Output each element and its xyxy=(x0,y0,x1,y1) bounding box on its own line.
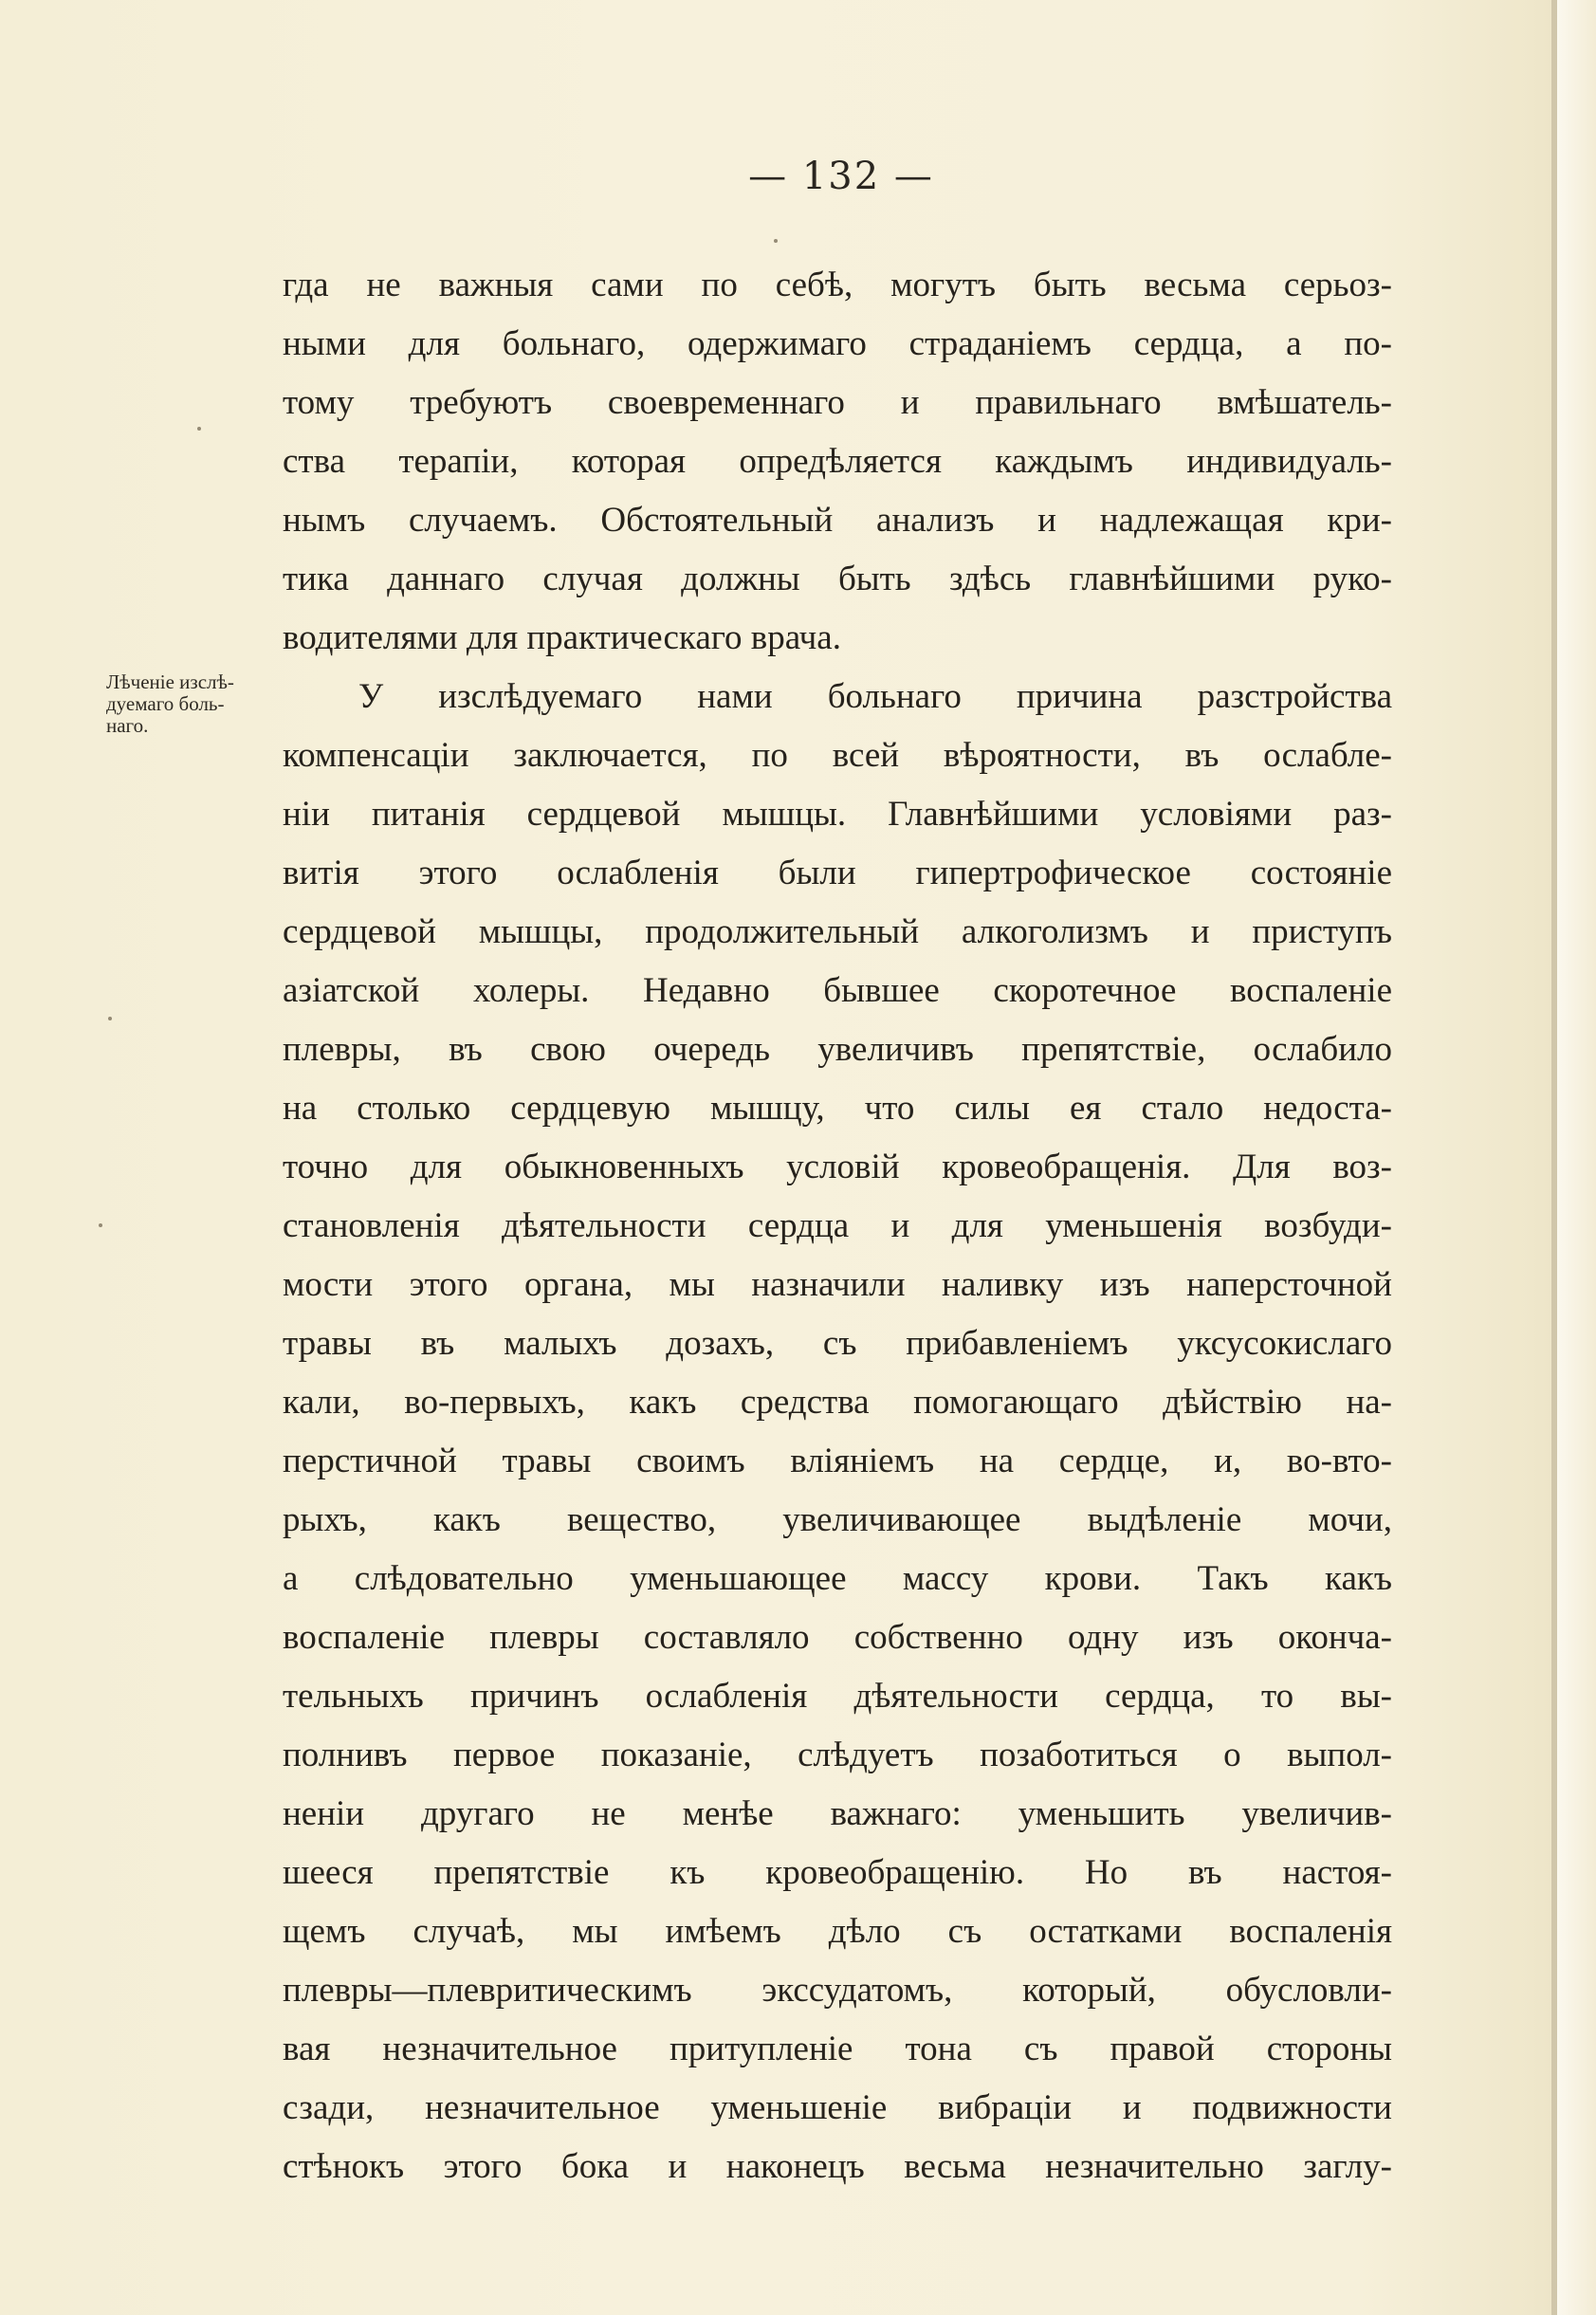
text-line: кали, во-первыхъ, какъ средства помогающаго дѣйствію на- xyxy=(283,1383,1392,1422)
paragraph xyxy=(283,256,1392,668)
text-line: компенсаціи заключается, по всей вѣроятности, въ ослабле- xyxy=(283,736,1392,775)
paragraph xyxy=(283,668,1392,2196)
ink-speck xyxy=(197,427,201,431)
text-line: водителями для практическаго врача. xyxy=(283,618,841,657)
text-line: У изслѣдуемаго нами больнаго причина разстройства xyxy=(358,677,1392,716)
text-line: вая незначительное притупленіе тона съ правой стороны xyxy=(283,2030,1392,2068)
text-line: мости этого органа, мы назначили наливку изъ наперсточной xyxy=(283,1265,1392,1304)
body-text xyxy=(283,256,1392,2196)
text-line: тельныхъ причинъ ослабленія дѣятельности сердца, то вы- xyxy=(283,1677,1392,1716)
text-line: становленія дѣятельности сердца и для уменьшенія возбуди- xyxy=(283,1206,1392,1245)
text-line: щемъ случаѣ, мы имѣемъ дѣло съ остатками воспаленія xyxy=(283,1912,1392,1951)
ink-speck xyxy=(99,1223,102,1227)
text-line: сзади, незначительное уменьшеніе вибраціи и подвижности xyxy=(283,2088,1392,2127)
ink-speck xyxy=(774,239,778,243)
text-line: точно для обыкновенныхъ условій кровеобращенія. Для воз- xyxy=(283,1148,1392,1186)
text-line: стѣнокъ этого бока и наконецъ весьма незначительно заглу- xyxy=(283,2147,1392,2186)
text-line: ства терапіи, которая опредѣляется каждымъ индивидуаль- xyxy=(283,442,1392,481)
text-line: плевры—плевритическимъ экссудатомъ, который, обусловли- xyxy=(283,1971,1392,2010)
text-line: азіатской холеры. Недавно бывшее скоротечное воспаленіе xyxy=(283,971,1392,1010)
text-line: воспаленіе плевры составляло собственно одну изъ оконча- xyxy=(283,1618,1392,1657)
text-line: плевры, въ свою очередь увеличивъ препятствіе, ослабило xyxy=(283,1030,1392,1069)
text-line: гда не важныя сами по себѣ, могутъ быть весьма серьоз- xyxy=(283,266,1392,304)
text-line: неніи другаго не менѣе важнаго: уменьшить увеличив- xyxy=(283,1794,1392,1833)
text-line: на столько сердцевую мышцу, что силы ея стало недоста- xyxy=(283,1089,1392,1128)
text-line: ными для больнаго, одержимаго страданіемъ сердца, а по- xyxy=(283,324,1392,363)
text-line: ніи питанія сердцевой мышцы. Главнѣйшими условіями раз- xyxy=(283,795,1392,834)
text-line: травы въ малыхъ дозахъ, съ прибавленіемъ уксусокислаго xyxy=(283,1324,1392,1363)
margin-note-line: дуемаго боль- xyxy=(106,692,225,715)
text-line: тому требуютъ своевременнаго и правильнаго вмѣшатель- xyxy=(283,383,1392,422)
ink-speck xyxy=(108,1017,112,1020)
text-line: а слѣдовательно уменьшающее массу крови. Такъ какъ xyxy=(283,1559,1392,1598)
text-line: полнивъ первое показаніе, слѣдуетъ позаботиться о выпол- xyxy=(283,1736,1392,1774)
text-line: рыхъ, какъ вещество, увеличивающее выдѣленіе мочи, xyxy=(283,1500,1392,1539)
page-number: — 132 — xyxy=(748,155,934,198)
text-line: тика даннаго случая должны быть здѣсь главнѣйшими руко- xyxy=(283,560,1392,598)
margin-note-line: наго. xyxy=(106,714,149,737)
text-line: шееся препятствіе къ кровеобращенію. Но въ настоя- xyxy=(283,1853,1392,1892)
page-edge xyxy=(1557,0,1596,2315)
margin-note-line: Лѣченіе изслѣ- xyxy=(106,671,234,693)
margin-note xyxy=(106,671,275,737)
text-line: витія этого ослабленія были гипертрофическое состояніе xyxy=(283,854,1392,892)
text-line: нымъ случаемъ. Обстоятельный анализъ и надлежащая кри- xyxy=(283,501,1392,540)
text-line: перстичной травы своимъ вліяніемъ на сердце, и, во-вто- xyxy=(283,1442,1392,1480)
text-line: сердцевой мышцы, продолжительный алкоголизмъ и приступъ xyxy=(283,912,1392,951)
